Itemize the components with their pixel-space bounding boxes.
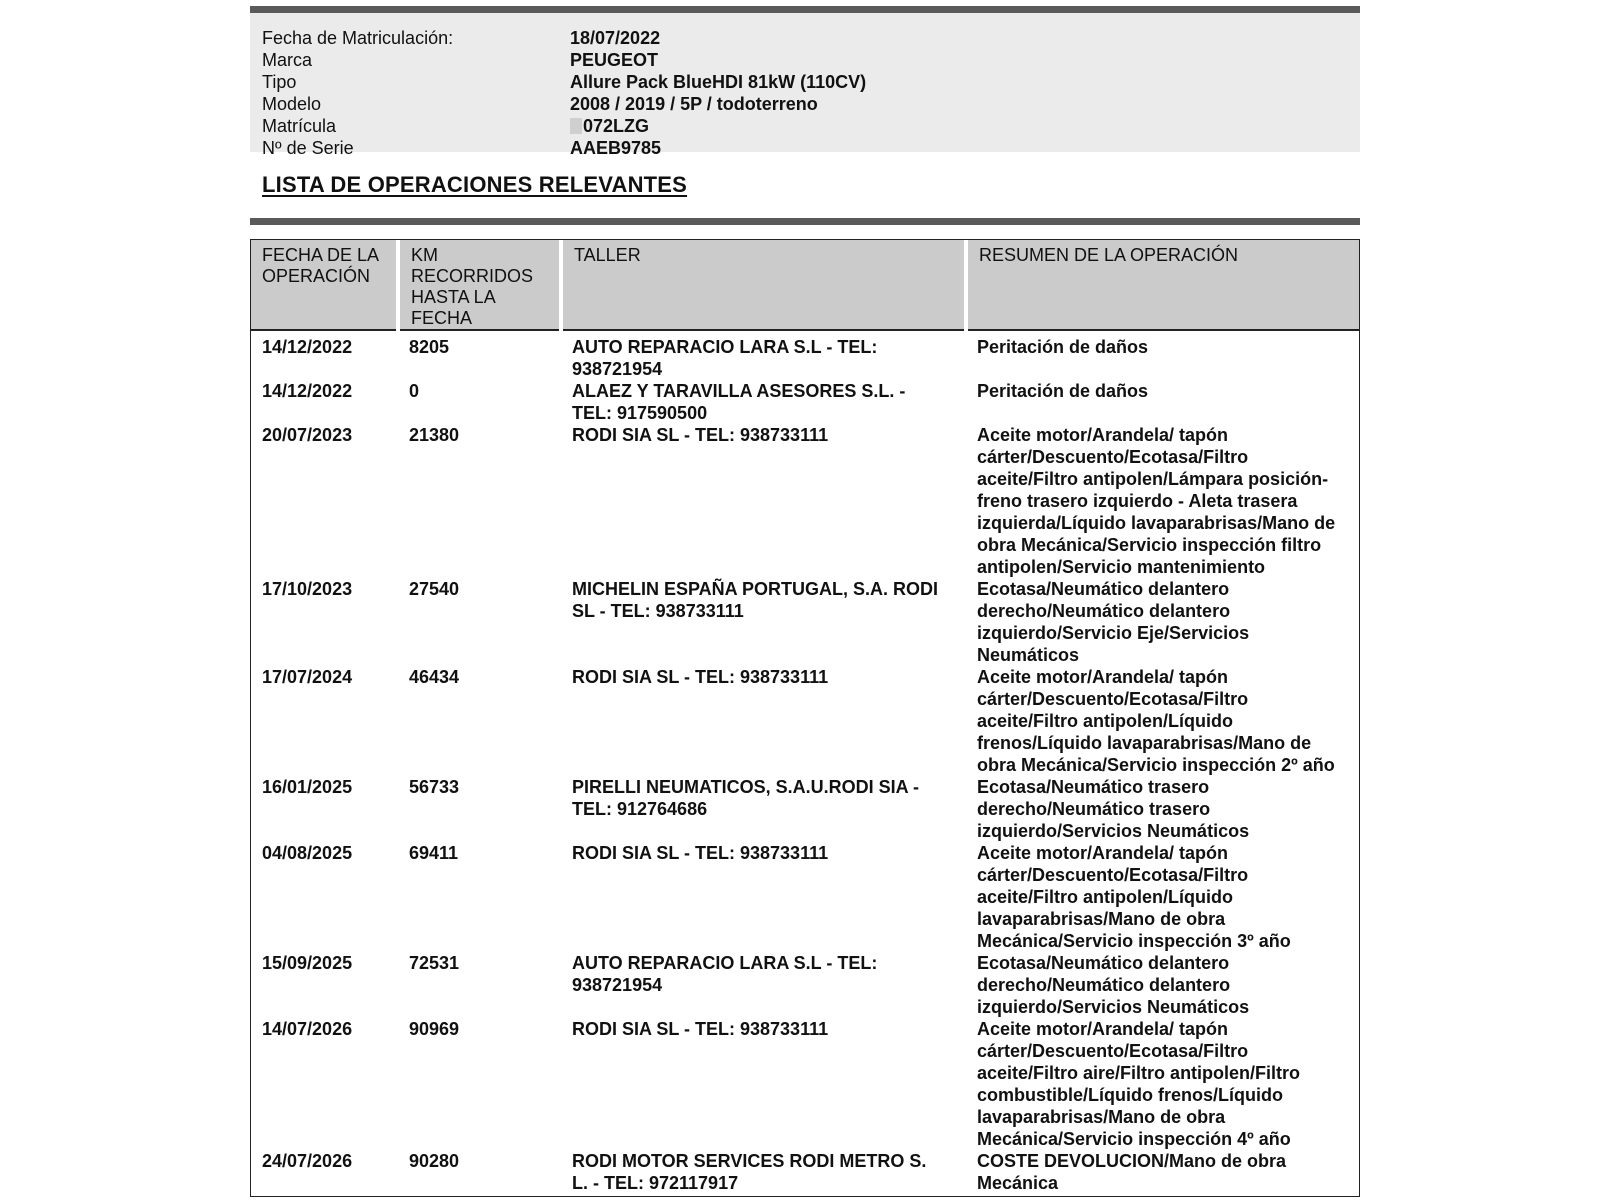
vehicle-value: 18/07/2022 xyxy=(570,28,661,48)
cell-line: cárter/Descuento/Ecotasa/Filtro xyxy=(977,865,1249,885)
cell-resumen xyxy=(966,380,1359,424)
cell-line: Ecotasa/Neumático delantero xyxy=(977,953,1230,973)
cell-fecha: 20/07/2023 xyxy=(262,425,353,445)
cell-line: 938721954 xyxy=(572,975,663,995)
top-divider xyxy=(250,6,1360,13)
cell-line: COSTE DEVOLUCION/Mano de obra xyxy=(977,1151,1287,1171)
cell-km: 46434 xyxy=(409,667,460,687)
vehicle-label: Matrícula xyxy=(262,116,337,136)
cell-line: aceite/Filtro antipolen/Lámpara posición- xyxy=(977,469,1329,489)
cell-line: Neumáticos xyxy=(977,645,1080,665)
cell-line: TALLER xyxy=(574,245,641,265)
report-sheet xyxy=(250,6,1360,1197)
cell-line: Peritación de daños xyxy=(977,381,1149,401)
cell-km: 90969 xyxy=(409,1019,460,1039)
cell-fecha: 15/09/2025 xyxy=(262,953,353,973)
section-divider xyxy=(250,218,1360,225)
table-row xyxy=(251,578,1359,666)
vehicle-info-panel xyxy=(250,13,1360,158)
cell-line: KM xyxy=(411,245,438,265)
cell-line: MICHELIN ESPAÑA PORTUGAL, S.A. RODI xyxy=(572,579,939,599)
table-row xyxy=(251,776,1359,842)
header-fecha xyxy=(251,240,398,330)
cell-line: TEL: 917590500 xyxy=(572,403,708,423)
cell-fecha: 04/08/2025 xyxy=(262,843,353,863)
cell-taller xyxy=(561,666,966,776)
cell-line: RECORRIDOS xyxy=(411,266,534,286)
table-row xyxy=(251,666,1359,776)
redaction-mask xyxy=(570,118,582,134)
cell-km: 27540 xyxy=(409,579,460,599)
cell-line: aceite/Filtro antipolen/Líquido xyxy=(977,887,1234,907)
vehicle-value: AAEB9785 xyxy=(570,138,662,158)
cell-resumen xyxy=(966,1150,1359,1194)
cell-resumen xyxy=(966,776,1359,842)
vehicle-row-plate xyxy=(262,115,1360,137)
cell-taller xyxy=(561,776,966,842)
table-row xyxy=(251,330,1359,380)
cell-resumen xyxy=(966,666,1359,776)
cell-resumen xyxy=(966,578,1359,666)
cell-line: RODI SIA SL - TEL: 938733111 xyxy=(572,667,829,687)
cell-line: obra Mecánica/Servicio inspección 2º año xyxy=(977,755,1335,775)
vehicle-value: Allure Pack BlueHDI 81kW (110CV) xyxy=(570,72,867,92)
cell-line: Aceite motor/Arandela/ tapón xyxy=(977,425,1229,445)
cell-taller xyxy=(561,330,966,380)
cell-line: L. - TEL: 972117917 xyxy=(572,1173,739,1193)
cell-fecha: 14/12/2022 xyxy=(262,337,353,357)
cell-line: TEL: 912764686 xyxy=(572,799,708,819)
table-row xyxy=(251,424,1359,578)
cell-line: Aceite motor/Arandela/ tapón xyxy=(977,843,1229,863)
cell-taller xyxy=(561,1150,966,1194)
vehicle-label: Nº de Serie xyxy=(262,138,354,158)
vehicle-row-model xyxy=(262,93,1360,115)
cell-line: combustible/Líquido frenos/Líquido xyxy=(977,1085,1283,1105)
cell-line: aceite/Filtro antipolen/Líquido xyxy=(977,711,1234,731)
plate-text: 072LZG xyxy=(583,116,650,136)
cell-fecha: 16/01/2025 xyxy=(262,777,353,797)
cell-line: RESUMEN DE LA OPERACIÓN xyxy=(979,245,1239,265)
operations-table xyxy=(251,240,1359,1194)
cell-line: FECHA DE LA xyxy=(262,245,380,265)
cell-line: AUTO REPARACIO LARA S.L - TEL: xyxy=(572,953,878,973)
vehicle-label: Marca xyxy=(262,50,313,70)
cell-km: 56733 xyxy=(409,777,460,797)
header-taller xyxy=(561,240,966,330)
cell-line: derecho/Neumático delantero xyxy=(977,601,1231,621)
cell-fecha: 17/07/2024 xyxy=(262,667,353,687)
vehicle-row-type xyxy=(262,71,1360,93)
cell-line: freno trasero izquierdo - Aleta trasera xyxy=(977,491,1298,511)
cell-line: OPERACIÓN xyxy=(262,266,371,286)
cell-fecha: 14/12/2022 xyxy=(262,381,353,401)
cell-km: 90280 xyxy=(409,1151,460,1171)
cell-resumen xyxy=(966,330,1359,380)
vehicle-value-plate xyxy=(570,115,649,137)
cell-line: lavaparabrisas/Mano de obra xyxy=(977,1107,1226,1127)
vehicle-label: Modelo xyxy=(262,94,322,114)
cell-taller xyxy=(561,842,966,952)
cell-line: Aceite motor/Arandela/ tapón xyxy=(977,667,1229,687)
table-body xyxy=(251,330,1359,1194)
cell-line: Peritación de daños xyxy=(977,337,1149,357)
cell-km: 72531 xyxy=(409,953,460,973)
cell-line: Mecánica/Servicio inspección 3º año xyxy=(977,931,1291,951)
cell-km: 69411 xyxy=(409,843,459,863)
table-row xyxy=(251,1018,1359,1150)
vehicle-label: Tipo xyxy=(262,72,297,92)
cell-resumen xyxy=(966,952,1359,1018)
table-row xyxy=(251,1150,1359,1194)
header-resumen xyxy=(966,240,1359,330)
cell-km: 0 xyxy=(409,381,420,401)
cell-line: RODI MOTOR SERVICES RODI METRO S. xyxy=(572,1151,927,1171)
cell-km: 21380 xyxy=(409,425,460,445)
cell-fecha: 17/10/2023 xyxy=(262,579,353,599)
cell-line: Ecotasa/Neumático delantero xyxy=(977,579,1230,599)
cell-resumen xyxy=(966,1018,1359,1150)
cell-line: ALAEZ Y TARAVILLA ASESORES S.L. - xyxy=(572,381,906,401)
cell-line: Mecánica/Servicio inspección 4º año xyxy=(977,1129,1291,1149)
cell-line: antipolen/Servicio mantenimiento xyxy=(977,557,1266,577)
cell-line: izquierdo/Servicios Neumáticos xyxy=(977,997,1250,1017)
cell-line: frenos/Líquido lavaparabrisas/Mano de xyxy=(977,733,1312,753)
cell-resumen xyxy=(966,842,1359,952)
cell-line: aceite/Filtro aire/Filtro antipolen/Filtro xyxy=(977,1063,1301,1083)
cell-line: AUTO REPARACIO LARA S.L - TEL: xyxy=(572,337,878,357)
cell-fecha: 14/07/2026 xyxy=(262,1019,353,1039)
table-row xyxy=(251,952,1359,1018)
table-header-row xyxy=(251,240,1359,330)
cell-line: SL - TEL: 938733111 xyxy=(572,601,744,621)
vehicle-value: 2008 / 2019 / 5P / todoterreno xyxy=(570,94,818,114)
cell-taller xyxy=(561,578,966,666)
cell-line: Aceite motor/Arandela/ tapón xyxy=(977,1019,1229,1039)
cell-line: RODI SIA SL - TEL: 938733111 xyxy=(572,425,829,445)
cell-line: izquierdo/Servicios Neumáticos xyxy=(977,821,1250,841)
vehicle-row-brand xyxy=(262,49,1360,71)
cell-taller xyxy=(561,380,966,424)
cell-line: 938721954 xyxy=(572,359,663,379)
cell-line: derecho/Neumático trasero xyxy=(977,799,1211,819)
cell-line: obra Mecánica/Servicio inspección filtro xyxy=(977,535,1322,555)
cell-km: 8205 xyxy=(409,337,450,357)
cell-line: RODI SIA SL - TEL: 938733111 xyxy=(572,843,829,863)
vehicle-label: Fecha de Matriculación: xyxy=(262,28,454,48)
cell-line: cárter/Descuento/Ecotasa/Filtro xyxy=(977,689,1249,709)
table-row xyxy=(251,842,1359,952)
cell-line: cárter/Descuento/Ecotasa/Filtro xyxy=(977,447,1249,467)
section-title: LISTA DE OPERACIONES RELEVANTES xyxy=(262,172,688,197)
cell-resumen xyxy=(966,424,1359,578)
vehicle-value: PEUGEOT xyxy=(570,50,659,70)
cell-line: cárter/Descuento/Ecotasa/Filtro xyxy=(977,1041,1249,1061)
cell-line: RODI SIA SL - TEL: 938733111 xyxy=(572,1019,829,1039)
cell-line: lavaparabrisas/Mano de obra xyxy=(977,909,1226,929)
header-km xyxy=(398,240,561,330)
cell-line: HASTA LA xyxy=(411,287,496,307)
vehicle-row-registration-date xyxy=(262,27,1360,49)
cell-line: derecho/Neumático delantero xyxy=(977,975,1231,995)
cell-line: PIRELLI NEUMATICOS, S.A.U.RODI SIA - xyxy=(572,777,920,797)
cell-line: FECHA xyxy=(411,308,473,328)
table-row xyxy=(251,380,1359,424)
cell-taller xyxy=(561,424,966,578)
cell-line: Mecánica xyxy=(977,1173,1059,1193)
cell-line: Ecotasa/Neumático trasero xyxy=(977,777,1210,797)
cell-fecha: 24/07/2026 xyxy=(262,1151,353,1171)
operations-table-frame xyxy=(250,239,1360,1197)
cell-taller xyxy=(561,952,966,1018)
cell-line: izquierdo/Servicio Eje/Servicios xyxy=(977,623,1250,643)
cell-line: izquierda/Líquido lavaparabrisas/Mano de xyxy=(977,513,1336,533)
cell-taller xyxy=(561,1018,966,1150)
